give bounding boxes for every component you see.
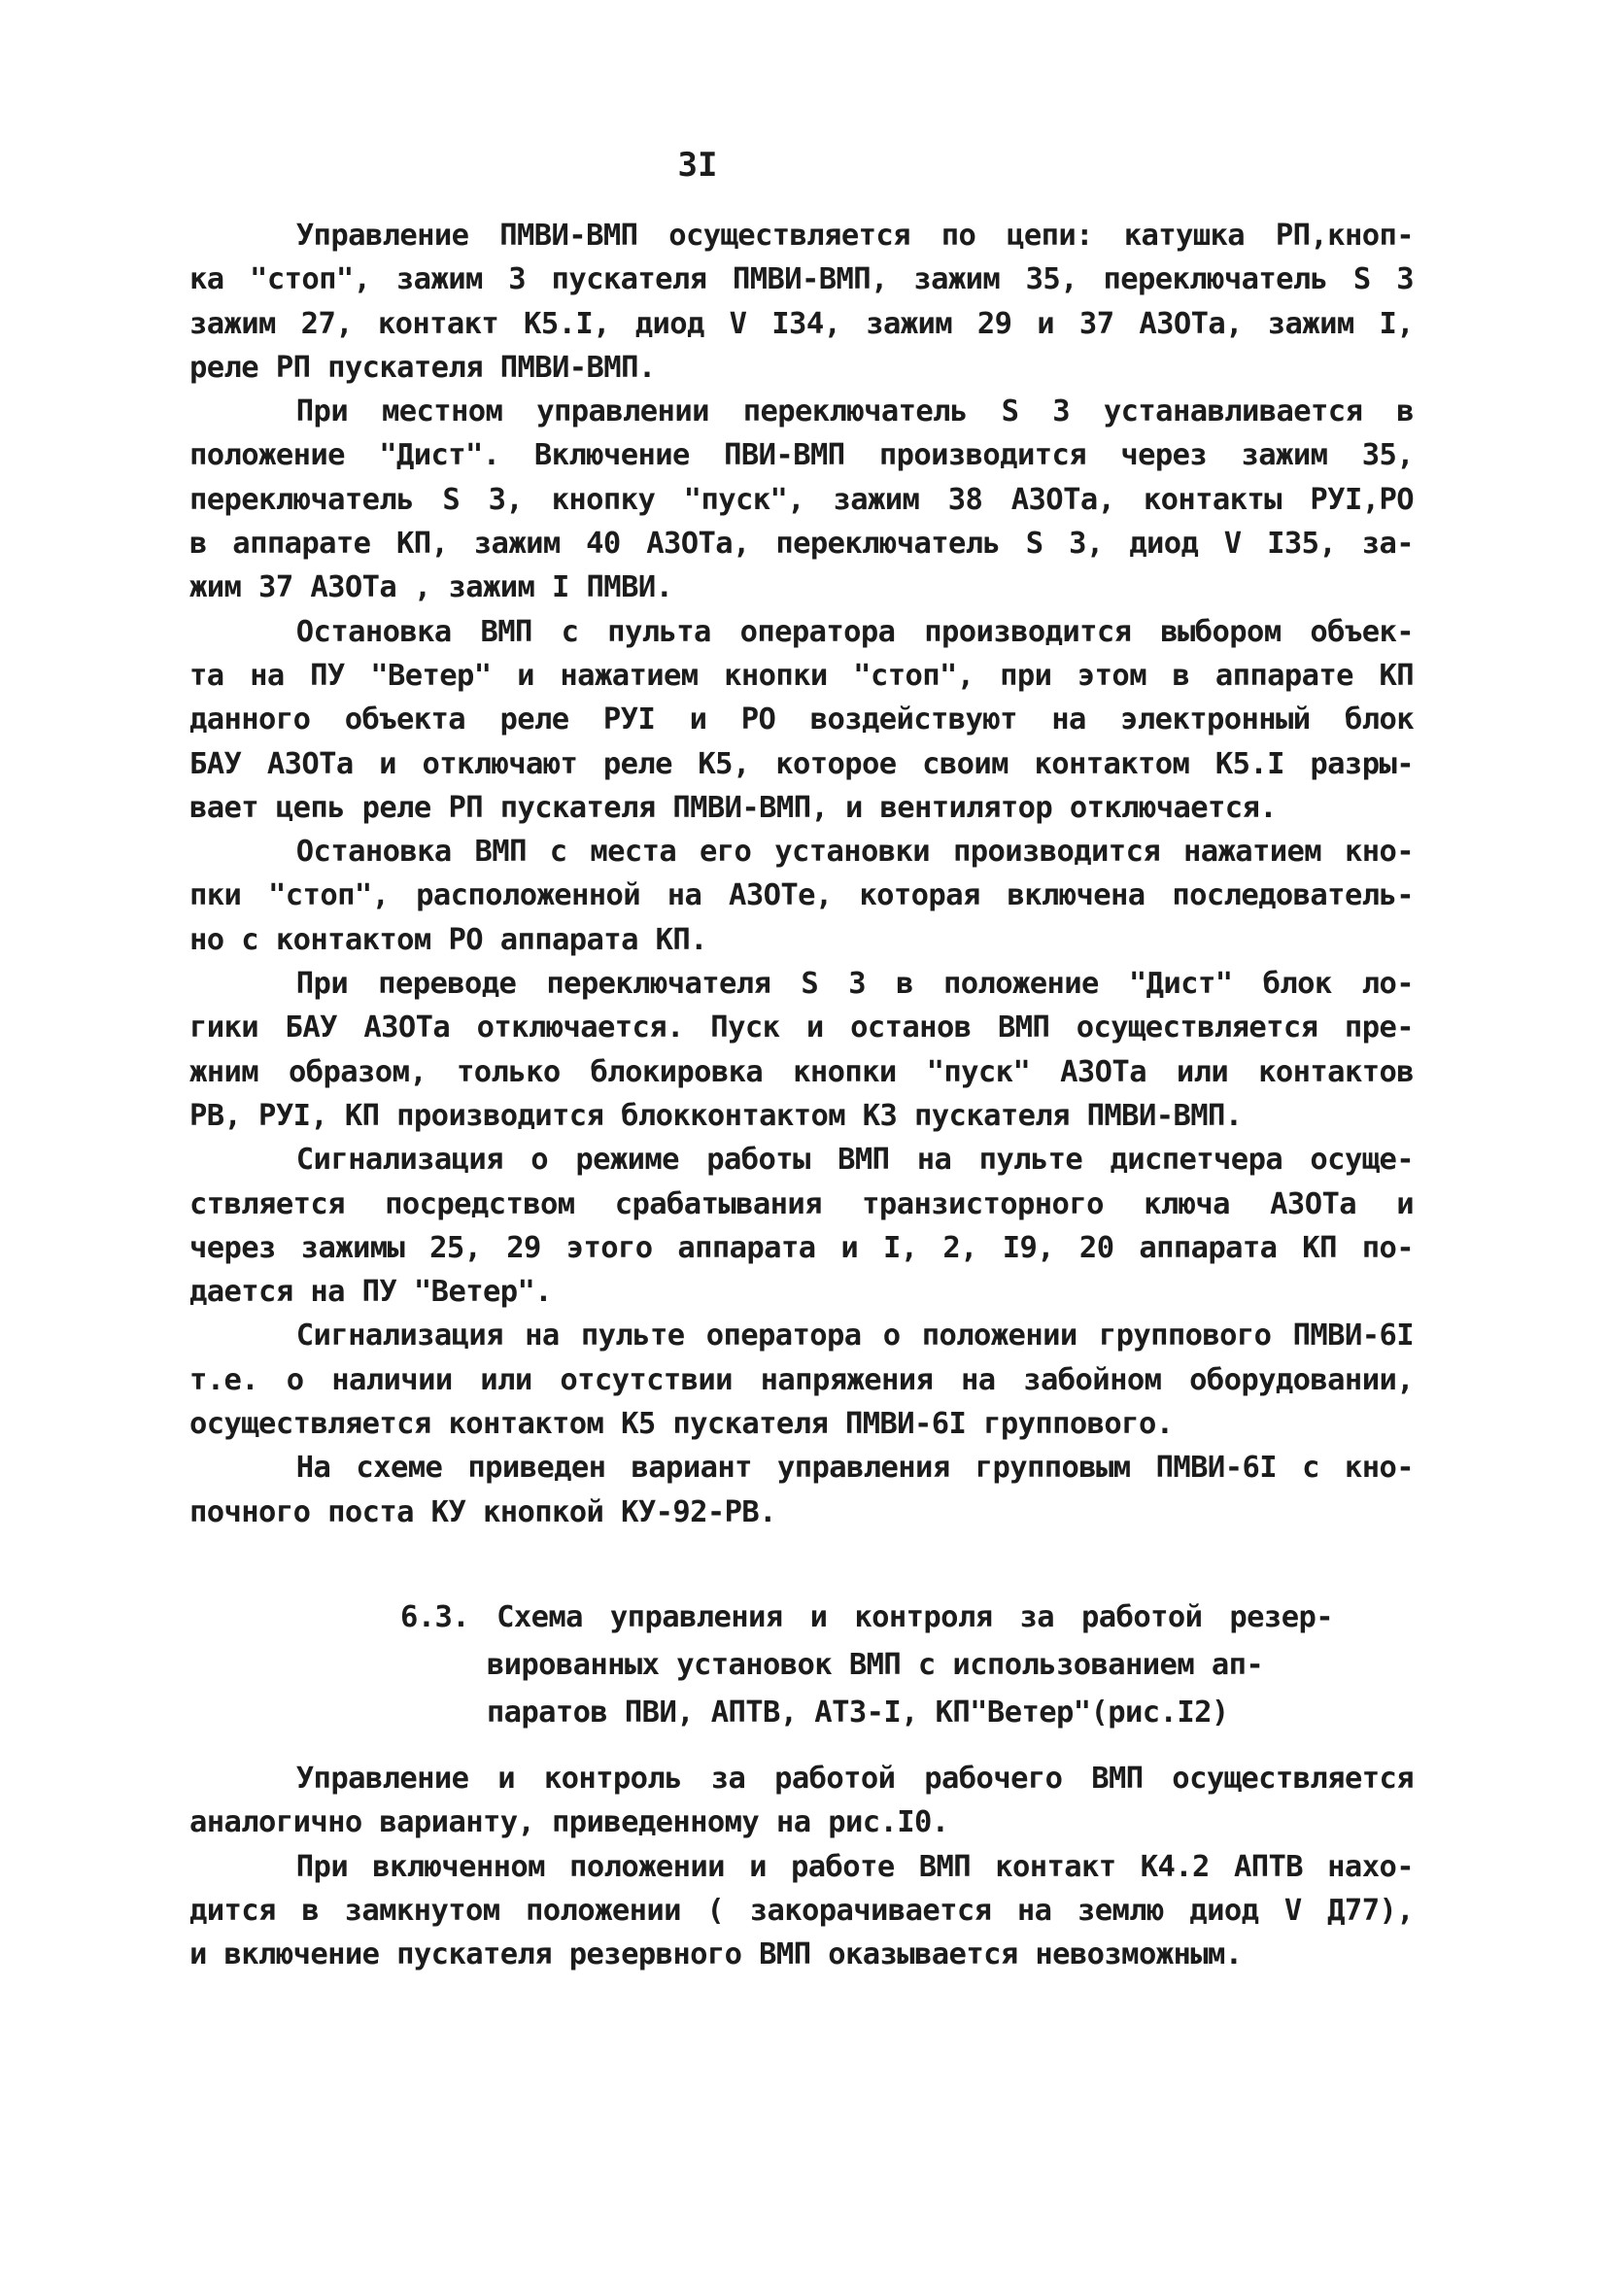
body-text-block-2 — [189, 1757, 1414, 1976]
text-line: ка "стоп", зажим 3 пускателя ПМВИ-ВМП, зажим 35, переключатель S 3 — [189, 262, 1414, 297]
text-line: положение "Дист". Включение ПВИ-ВМП производится через зажим 35, — [189, 438, 1414, 473]
text-line: БАУ А3ОТа и отключают реле К5, которое своим контактом К5.I разры- — [189, 746, 1414, 781]
text-line: На схеме приведен вариант управления групповым ПМВИ-6I с кно- — [295, 1451, 1414, 1486]
text-line: и включение пускателя резервного ВМП оказывается невозможным. — [189, 1937, 1243, 1972]
text-line: вает цепь реле РП пускателя ПМВИ-ВМП, и вентилятор отключается. — [189, 790, 1278, 825]
text-line: Остановка ВМП с пульта оператора производится выбором объек- — [295, 614, 1414, 649]
text-line: аналогично варианту, приведенному на рис.I0. — [189, 1805, 949, 1840]
text-line: ствляется посредством срабатывания транзисторного ключа А3ОТа и — [189, 1186, 1414, 1221]
text-line: почного поста КУ кнопкой КУ-92-РВ. — [189, 1494, 776, 1529]
text-line: Управление ПМВИ-ВМП осуществляется по цепи: катушка РП,кноп- — [295, 219, 1414, 253]
text-line: зажим 27, контакт К5.I, диод V I34, зажим 29 и 37 А3ОТа, зажим I, — [189, 306, 1414, 341]
heading-line: паратов ПВИ, АПТВ, АТЗ-I, КП"Ветер"(рис.I2) — [400, 1696, 1229, 1730]
text-line: гики БАУ А3ОТа отключается. Пуск и останов ВМП осуществляется пре- — [189, 1011, 1414, 1045]
text-line: При включенном положении и работе ВМП контакт К4.2 АПТВ нахо- — [295, 1849, 1414, 1884]
text-line: в аппарате КП, зажим 40 А3ОТа, переключатель S 3, диод V I35, за- — [189, 527, 1414, 562]
page-number: 3I — [677, 146, 718, 185]
text-line: Сигнализация о режиме работы ВМП на пульте диспетчера осуще- — [295, 1143, 1414, 1178]
text-line: пки "стоп", расположенной на А3ОТе, которая включена последователь- — [189, 878, 1414, 913]
heading-line: 6.3. Схема управления и контроля за работой резер- — [400, 1600, 1333, 1634]
body-text-block-1 — [189, 214, 1414, 1534]
text-line: Сигнализация на пульте оператора о положении группового ПМВИ-6I — [295, 1319, 1414, 1354]
text-line: Управление и контроль за работой рабочего ВМП осуществляется — [295, 1762, 1414, 1796]
text-line: через зажимы 25, 29 этого аппарата и I, 2, I9, 20 аппарата КП по- — [189, 1230, 1414, 1265]
text-line: жним образом, только блокировка кнопки "пуск" А3ОТа или контактов — [189, 1054, 1414, 1089]
text-line: та на ПУ "Ветер" и нажатием кнопки "стоп", при этом в аппарате КП — [189, 658, 1414, 693]
section-heading — [400, 1593, 1333, 1736]
text-line: данного объекта реле РУI и РО воздействуют на электронный блок — [189, 703, 1414, 737]
text-line: т.е. о наличии или отсутствии напряжения на забойном оборудовании, — [189, 1362, 1414, 1397]
text-line: но с контактом РО аппарата КП. — [189, 922, 707, 957]
text-line: переключатель S 3, кнопку "пуск", зажим 38 А3ОТа, контакты РУI,РО — [189, 482, 1414, 517]
text-line: жим 37 А3ОТа , зажим I ПМВИ. — [189, 570, 673, 605]
text-line: дится в замкнутом положении ( закорачивается на землю диод V Д77), — [189, 1893, 1414, 1928]
heading-line: вированных установок ВМП с использованием ап- — [400, 1648, 1264, 1682]
text-line: При местном управлении переключатель S 3 устанавливается в — [295, 394, 1414, 429]
text-line: осуществляется контактом К5 пускателя ПМВИ-6I группового. — [189, 1407, 1174, 1442]
text-line: реле РП пускателя ПМВИ-ВМП. — [189, 350, 656, 385]
text-line: Остановка ВМП с места его установки производится нажатием кно- — [295, 835, 1414, 870]
text-line: РВ, РУI, КП производится блокконтактом К3 пускателя ПМВИ-ВМП. — [189, 1098, 1243, 1133]
text-line: дается на ПУ "Ветер". — [189, 1275, 553, 1310]
text-line: При переводе переключателя S 3 в положение "Дист" блок ло- — [295, 967, 1414, 1002]
